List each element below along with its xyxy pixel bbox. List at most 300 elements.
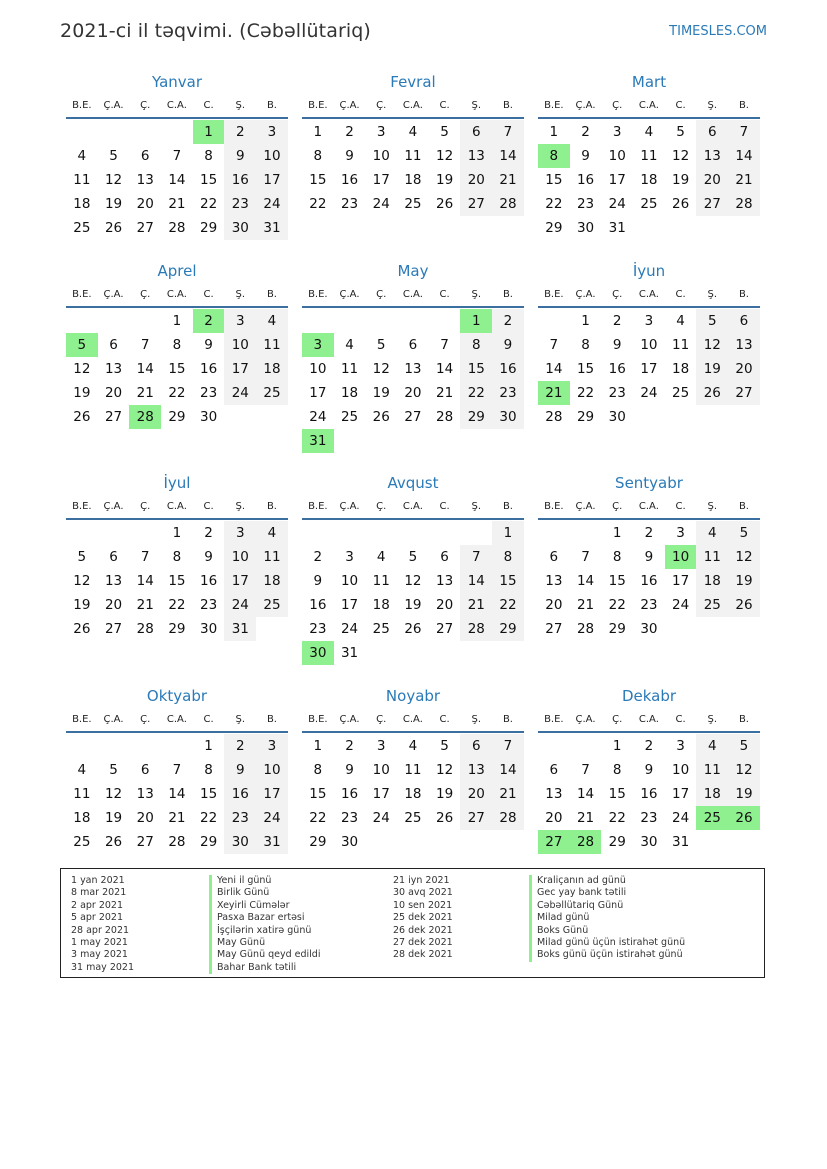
day-cell: 15 [200, 172, 218, 188]
holiday-date: 30 avq 2021 [393, 887, 453, 899]
day-cell: 7 [460, 545, 492, 569]
month-name: Noyabr [385, 687, 441, 705]
weekday-label: C. [675, 289, 686, 300]
holiday-day-cell: 25 [696, 806, 728, 830]
day-cell: 10 [256, 144, 288, 168]
weekday-label: B. [502, 501, 513, 512]
holiday-day-cell: 10 [665, 545, 697, 569]
weekday-label: B. [738, 289, 749, 300]
weekday-label: B.E. [308, 714, 328, 725]
days-grid [302, 120, 524, 216]
day-cell: 25 [372, 621, 390, 637]
weekday-label: Ç. [376, 714, 387, 725]
legend-dates-column-1 [71, 875, 209, 974]
day-cell: 3 [224, 521, 256, 545]
weekday-label: B.E. [544, 289, 564, 300]
day-cell: 26 [372, 409, 390, 425]
weekday-label: C. [675, 100, 686, 111]
days-grid [302, 734, 524, 854]
day-cell: 1 [612, 525, 622, 541]
empty-cell [365, 309, 397, 333]
day-cell: 5 [676, 124, 685, 140]
day-cell: 18 [340, 385, 359, 401]
days-grid [302, 521, 524, 665]
day-cell: 26 [436, 196, 454, 212]
day-cell: 25 [404, 810, 422, 826]
day-cell: 9 [345, 148, 354, 164]
day-cell: 14 [576, 573, 595, 589]
day-cell: 10 [640, 337, 658, 353]
day-cell: 22 [309, 810, 327, 826]
weekday-label: B. [738, 714, 749, 725]
month-name: Fevral [390, 73, 436, 91]
weekday-label: B. [502, 289, 513, 300]
holiday-day-cell: 8 [538, 144, 570, 168]
day-cell: 7 [728, 120, 760, 144]
day-cell: 22 [492, 593, 524, 617]
day-cell: 24 [340, 621, 359, 637]
month-block [538, 72, 760, 240]
weekday-label: C. [203, 289, 214, 300]
holiday-name: Milad günü üçün istirahət günü [529, 937, 769, 949]
day-cell: 16 [608, 361, 626, 377]
day-cell: 5 [376, 337, 386, 353]
holiday-date: 1 yan 2021 [71, 875, 125, 886]
weekday-label: C.A. [166, 289, 187, 300]
day-cell: 5 [109, 762, 118, 778]
weekday-header [302, 709, 524, 733]
day-cell: 8 [492, 545, 524, 569]
weekday-label: B. [266, 714, 277, 725]
legend-dates-column-2 [393, 875, 529, 974]
holiday-day-cell: 28 [570, 830, 602, 854]
day-cell: 27 [136, 220, 154, 236]
day-cell: 13 [436, 573, 454, 589]
day-cell: 12 [728, 545, 760, 569]
day-cell: 15 [309, 172, 327, 188]
day-cell: 5 [728, 734, 760, 758]
day-cell: 17 [372, 786, 390, 802]
day-cell: 10 [372, 148, 390, 164]
weekday-label: B.E. [72, 714, 92, 725]
day-cell: 29 [608, 834, 626, 850]
day-cell: 19 [404, 597, 422, 613]
day-cell: 4 [644, 124, 654, 140]
weekday-label: C.A. [638, 289, 659, 300]
weekday-label: Ç.A. [103, 714, 124, 725]
day-cell: 28 [492, 806, 524, 830]
day-cell: 8 [460, 333, 492, 357]
weekday-label: B.E. [544, 501, 564, 512]
day-cell: 4 [408, 738, 418, 754]
weekday-label: Ç.A. [339, 100, 360, 111]
day-cell: 15 [200, 786, 218, 802]
day-cell: 28 [436, 409, 454, 425]
day-cell: 14 [436, 361, 454, 377]
day-cell: 6 [440, 549, 449, 565]
weekday-label: Ç. [612, 100, 623, 111]
weekday-label: Ş. [707, 100, 718, 111]
weekday-label: B. [502, 714, 513, 725]
day-cell: 27 [696, 192, 728, 216]
day-cell: 12 [696, 333, 728, 357]
day-cell: 14 [168, 172, 186, 188]
days-grid [66, 734, 288, 854]
day-cell: 13 [728, 333, 760, 357]
weekday-label: B.E. [308, 501, 328, 512]
day-cell: 20 [460, 168, 492, 192]
day-cell: 5 [109, 148, 118, 164]
day-cell: 2 [345, 738, 354, 754]
day-cell: 11 [696, 545, 728, 569]
day-cell: 21 [576, 597, 595, 613]
day-cell: 19 [73, 385, 91, 401]
day-cell: 17 [224, 569, 256, 593]
day-cell: 8 [172, 337, 182, 353]
month-name: İyul [163, 474, 191, 492]
day-cell: 17 [256, 168, 288, 192]
day-cell: 11 [696, 758, 728, 782]
empty-cell [302, 309, 334, 333]
empty-cell [365, 521, 397, 545]
day-cell: 10 [256, 758, 288, 782]
weekday-label: C. [203, 100, 214, 111]
empty-cell [161, 734, 193, 758]
day-cell: 18 [256, 569, 288, 593]
day-cell: 27 [136, 834, 154, 850]
weekday-label: B.E. [72, 501, 92, 512]
day-cell: 16 [492, 357, 524, 381]
day-cell: 15 [492, 569, 524, 593]
empty-cell [66, 120, 98, 144]
day-cell: 18 [256, 357, 288, 381]
weekday-label: B.E. [308, 289, 328, 300]
month-block [66, 686, 288, 854]
day-cell: 21 [168, 810, 186, 826]
day-cell: 13 [104, 361, 123, 377]
day-cell: 9 [612, 337, 622, 353]
day-cell: 6 [140, 148, 150, 164]
day-cell: 8 [612, 549, 622, 565]
day-cell: 23 [492, 381, 524, 405]
month-block [66, 473, 288, 641]
empty-cell [66, 734, 98, 758]
month-block [66, 261, 288, 429]
day-cell: 26 [73, 409, 91, 425]
day-cell: 9 [224, 758, 256, 782]
empty-cell [570, 521, 602, 545]
day-cell: 12 [436, 762, 454, 778]
holiday-name: İşçilərin xatirə günü [209, 925, 393, 937]
day-cell: 26 [436, 810, 454, 826]
day-cell: 20 [545, 597, 563, 613]
weekday-label: Ç.A. [575, 501, 596, 512]
day-cell: 18 [73, 810, 91, 826]
day-cell: 25 [696, 593, 728, 617]
day-cell: 26 [728, 593, 760, 617]
day-cell: 29 [576, 409, 595, 425]
day-cell: 9 [313, 573, 323, 589]
day-cell: 5 [440, 124, 449, 140]
day-cell: 10 [224, 545, 256, 569]
day-cell: 8 [313, 762, 323, 778]
day-cell: 6 [549, 762, 559, 778]
day-cell: 21 [136, 597, 154, 613]
day-cell: 7 [581, 549, 590, 565]
holiday-date: 21 iyn 2021 [393, 875, 450, 886]
month-name: İyun [632, 262, 666, 280]
day-cell: 3 [612, 124, 622, 140]
day-cell: 12 [73, 361, 91, 377]
day-cell: 7 [172, 148, 182, 164]
day-cell: 16 [340, 172, 359, 188]
brand-link[interactable]: TIMESLES.COM [669, 24, 767, 39]
holiday-day-cell: 30 [302, 641, 334, 665]
weekday-label: C. [439, 501, 450, 512]
day-cell: 10 [309, 361, 327, 377]
legend-names-column-2 [529, 875, 769, 974]
holiday-name: Kraliçanın ad günü [529, 875, 769, 887]
holiday-day-cell: 26 [728, 806, 760, 830]
weekday-label: Ç. [376, 100, 387, 111]
month-block [66, 72, 288, 240]
day-cell: 6 [109, 549, 118, 565]
weekday-label: Ç. [140, 714, 151, 725]
day-cell: 1 [492, 521, 524, 545]
day-cell: 18 [73, 196, 91, 212]
day-cell: 11 [404, 148, 422, 164]
day-cell: 2 [224, 734, 256, 758]
legend-names-column-1 [209, 875, 393, 974]
day-cell: 10 [672, 762, 690, 778]
weekday-label: C.A. [402, 501, 423, 512]
empty-cell [302, 521, 334, 545]
day-cell: 15 [460, 357, 492, 381]
days-grid [538, 734, 760, 854]
day-cell: 25 [256, 381, 288, 405]
day-cell: 31 [256, 830, 288, 854]
day-cell: 16 [640, 786, 658, 802]
month-name: Sentyabr [615, 474, 683, 492]
holiday-name: Birlik Günü [209, 887, 393, 899]
day-cell: 26 [73, 621, 91, 637]
day-cell: 20 [728, 357, 760, 381]
day-cell: 29 [309, 834, 327, 850]
day-cell: 20 [460, 782, 492, 806]
month-block [302, 261, 524, 453]
day-cell: 2 [644, 525, 654, 541]
day-cell: 10 [340, 573, 359, 589]
weekday-label: B. [738, 501, 749, 512]
weekday-label: B.E. [544, 100, 564, 111]
day-cell: 3 [644, 313, 654, 329]
day-cell: 5 [440, 738, 449, 754]
empty-cell [66, 309, 98, 333]
day-cell: 21 [492, 168, 524, 192]
day-cell: 29 [168, 621, 186, 637]
day-cell: 25 [256, 593, 288, 617]
month-block [302, 473, 524, 665]
day-cell: 7 [440, 337, 449, 353]
day-cell: 2 [581, 124, 590, 140]
day-cell: 18 [640, 172, 658, 188]
day-cell: 11 [256, 333, 288, 357]
weekday-label: C.A. [638, 100, 659, 111]
day-cell: 12 [404, 573, 422, 589]
day-cell: 31 [224, 617, 256, 641]
holiday-name: May Günü qeyd edildi [209, 949, 393, 961]
days-grid [66, 309, 288, 429]
day-cell: 30 [608, 409, 626, 425]
day-cell: 9 [492, 333, 524, 357]
day-cell: 23 [224, 806, 256, 830]
day-cell: 27 [545, 621, 563, 637]
days-grid [538, 120, 760, 240]
weekday-header [66, 709, 288, 733]
day-cell: 13 [460, 758, 492, 782]
weekday-label: C. [203, 501, 214, 512]
day-cell: 22 [545, 196, 563, 212]
day-cell: 19 [104, 810, 123, 826]
day-cell: 28 [136, 621, 154, 637]
day-cell: 16 [640, 573, 658, 589]
weekday-label: Ş. [471, 501, 482, 512]
day-cell: 22 [608, 597, 626, 613]
day-cell: 15 [608, 573, 626, 589]
day-cell: 30 [640, 834, 658, 850]
day-cell: 23 [309, 621, 327, 637]
day-cell: 23 [200, 385, 218, 401]
day-cell: 22 [200, 196, 218, 212]
day-cell: 6 [140, 762, 150, 778]
day-cell: 11 [640, 148, 658, 164]
empty-cell [429, 309, 461, 333]
holiday-day-cell: 3 [302, 333, 334, 357]
day-cell: 17 [672, 786, 690, 802]
weekday-header [538, 496, 760, 520]
day-cell: 4 [696, 521, 728, 545]
weekday-header [66, 284, 288, 308]
day-cell: 3 [376, 124, 386, 140]
day-cell: 27 [728, 381, 760, 405]
day-cell: 16 [340, 786, 359, 802]
day-cell: 19 [73, 597, 91, 613]
day-cell: 11 [672, 337, 690, 353]
day-cell: 18 [404, 172, 422, 188]
day-cell: 11 [372, 573, 390, 589]
day-cell: 29 [545, 220, 563, 236]
day-cell: 2 [492, 309, 524, 333]
weekday-header [538, 95, 760, 119]
weekday-label: C. [439, 100, 450, 111]
day-cell: 19 [104, 196, 123, 212]
empty-cell [66, 521, 98, 545]
weekday-label: Ç. [612, 501, 623, 512]
holiday-day-cell: 1 [193, 120, 225, 144]
day-cell: 14 [136, 361, 154, 377]
day-cell: 21 [492, 782, 524, 806]
day-cell: 15 [168, 361, 186, 377]
day-cell: 8 [581, 337, 590, 353]
weekday-label: C. [439, 714, 450, 725]
day-cell: 16 [224, 782, 256, 806]
days-grid [66, 120, 288, 240]
holiday-date: 3 may 2021 [71, 949, 128, 961]
weekday-label: Ç. [140, 501, 151, 512]
day-cell: 4 [256, 521, 288, 545]
day-cell: 7 [581, 762, 590, 778]
day-cell: 2 [612, 313, 622, 329]
weekday-label: Ç. [376, 501, 387, 512]
day-cell: 24 [224, 593, 256, 617]
month-name: Avqust [387, 474, 439, 492]
month-name: May [397, 262, 429, 280]
day-cell: 24 [640, 385, 658, 401]
holiday-date: 27 dek 2021 [393, 936, 453, 948]
day-cell: 18 [696, 782, 728, 806]
day-cell: 10 [224, 333, 256, 357]
day-cell: 14 [492, 144, 524, 168]
day-cell: 4 [345, 337, 354, 353]
day-cell: 22 [608, 810, 626, 826]
day-cell: 5 [77, 549, 87, 565]
day-cell: 17 [608, 172, 626, 188]
month-name: Yanvar [151, 73, 203, 91]
weekday-label: C. [675, 501, 686, 512]
holiday-date: 28 apr 2021 [71, 924, 130, 936]
day-cell: 1 [172, 525, 182, 541]
weekday-label: Ş. [471, 714, 482, 725]
day-cell: 31 [340, 645, 359, 661]
day-cell: 22 [460, 381, 492, 405]
holiday-day-cell: 31 [302, 429, 334, 453]
weekday-label: B. [266, 289, 277, 300]
day-cell: 1 [612, 738, 622, 754]
day-cell: 6 [549, 549, 559, 565]
day-cell: 11 [340, 361, 359, 377]
day-cell: 21 [136, 385, 154, 401]
day-cell: 30 [340, 834, 359, 850]
weekday-label: Ş. [707, 501, 718, 512]
day-cell: 11 [73, 786, 91, 802]
day-cell: 31 [608, 220, 626, 236]
empty-cell [397, 309, 429, 333]
day-cell: 6 [460, 734, 492, 758]
day-cell: 17 [372, 172, 390, 188]
weekday-label: Ç.A. [103, 289, 124, 300]
days-grid [538, 521, 760, 641]
weekday-label: B.E. [72, 289, 92, 300]
day-cell: 1 [172, 313, 182, 329]
day-cell: 21 [728, 168, 760, 192]
empty-cell [98, 309, 130, 333]
days-grid [66, 521, 288, 641]
day-cell: 18 [372, 597, 390, 613]
day-cell: 3 [224, 309, 256, 333]
day-cell: 1 [313, 124, 323, 140]
weekday-label: Ç.A. [339, 714, 360, 725]
day-cell: 23 [640, 810, 658, 826]
day-cell: 10 [372, 762, 390, 778]
empty-cell [538, 734, 570, 758]
weekday-label: Ş. [471, 100, 482, 111]
day-cell: 14 [728, 144, 760, 168]
weekday-label: Ç. [140, 289, 151, 300]
weekday-label: Ç. [612, 714, 623, 725]
day-cell: 1 [581, 313, 590, 329]
day-cell: 31 [256, 216, 288, 240]
day-cell: 13 [404, 361, 422, 377]
